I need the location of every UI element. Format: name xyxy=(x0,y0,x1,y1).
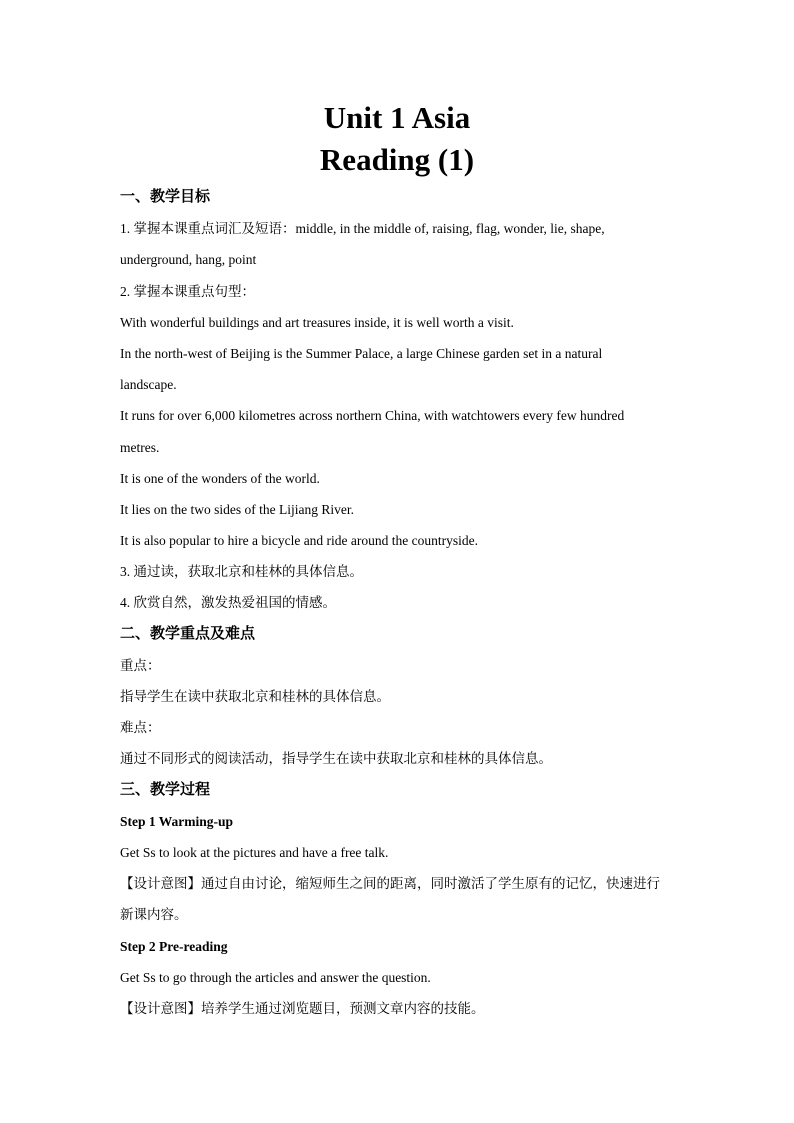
document-body xyxy=(120,182,690,1024)
body-line: With wonderful buildings and art treasures inside, it is well worth a visit. xyxy=(120,314,514,330)
body-line: metres. xyxy=(120,439,160,455)
body-line: 新课内容。 xyxy=(120,907,188,923)
section-heading: 二、教学重点及难点 xyxy=(120,625,256,642)
body-line: 【设计意图】培养学生通过浏览题目，预测文章内容的技能。 xyxy=(120,1000,485,1016)
body-line: 1. 掌握本课重点词汇及短语：middle, in the middle of, raising, flag, wonder, lie, shape, xyxy=(120,221,605,237)
body-line: 3. 通过读，获取北京和桂林的具体信息。 xyxy=(120,564,363,580)
body-line: 2. 掌握本课重点句型： xyxy=(120,283,255,299)
body-line: It lies on the two sides of the Lijiang River. xyxy=(120,501,354,517)
body-line: 指导学生在读中获取北京和桂林的具体信息。 xyxy=(120,689,390,704)
body-line: 难点： xyxy=(120,720,161,736)
body-line: It is also popular to hire a bicycle and ride around the countryside. xyxy=(120,533,479,549)
body-line: 重点： xyxy=(120,657,161,673)
body-line: landscape. xyxy=(120,377,177,393)
document-subtitle: Reading (1) xyxy=(319,142,475,177)
body-line: 通过不同形式的阅读活动，指导学生在读中获取北京和桂林的具体信息。 xyxy=(120,751,552,767)
body-line: In the north-west of Beijing is the Summer Palace, a large Chinese garden set in a natural xyxy=(120,345,603,361)
body-line: underground, hang, point xyxy=(120,252,257,268)
body-line: It is one of the wonders of the world. xyxy=(120,470,320,486)
step-heading: Step 2 Pre-reading xyxy=(120,938,228,954)
section-heading: 三、教学过程 xyxy=(120,781,211,798)
body-line: Get Ss to go through the articles and answer the question. xyxy=(120,969,431,985)
body-line: It runs for over 6,000 kilometres across northern China, with watchtowers every few hundred xyxy=(120,408,625,424)
body-line: 4. 欣赏自然，激发热爱祖国的情感。 xyxy=(120,595,336,611)
body-line: Get Ss to look at the pictures and have a free talk. xyxy=(120,844,389,860)
document-title: Unit 1 Asia xyxy=(323,100,471,135)
section-heading: 一、教学目标 xyxy=(120,189,211,205)
step-heading: Step 1 Warming-up xyxy=(120,813,234,829)
body-line: 【设计意图】通过自由讨论，缩短师生之间的距离，同时激活了学生原有的记忆，快速进行 xyxy=(120,876,660,892)
